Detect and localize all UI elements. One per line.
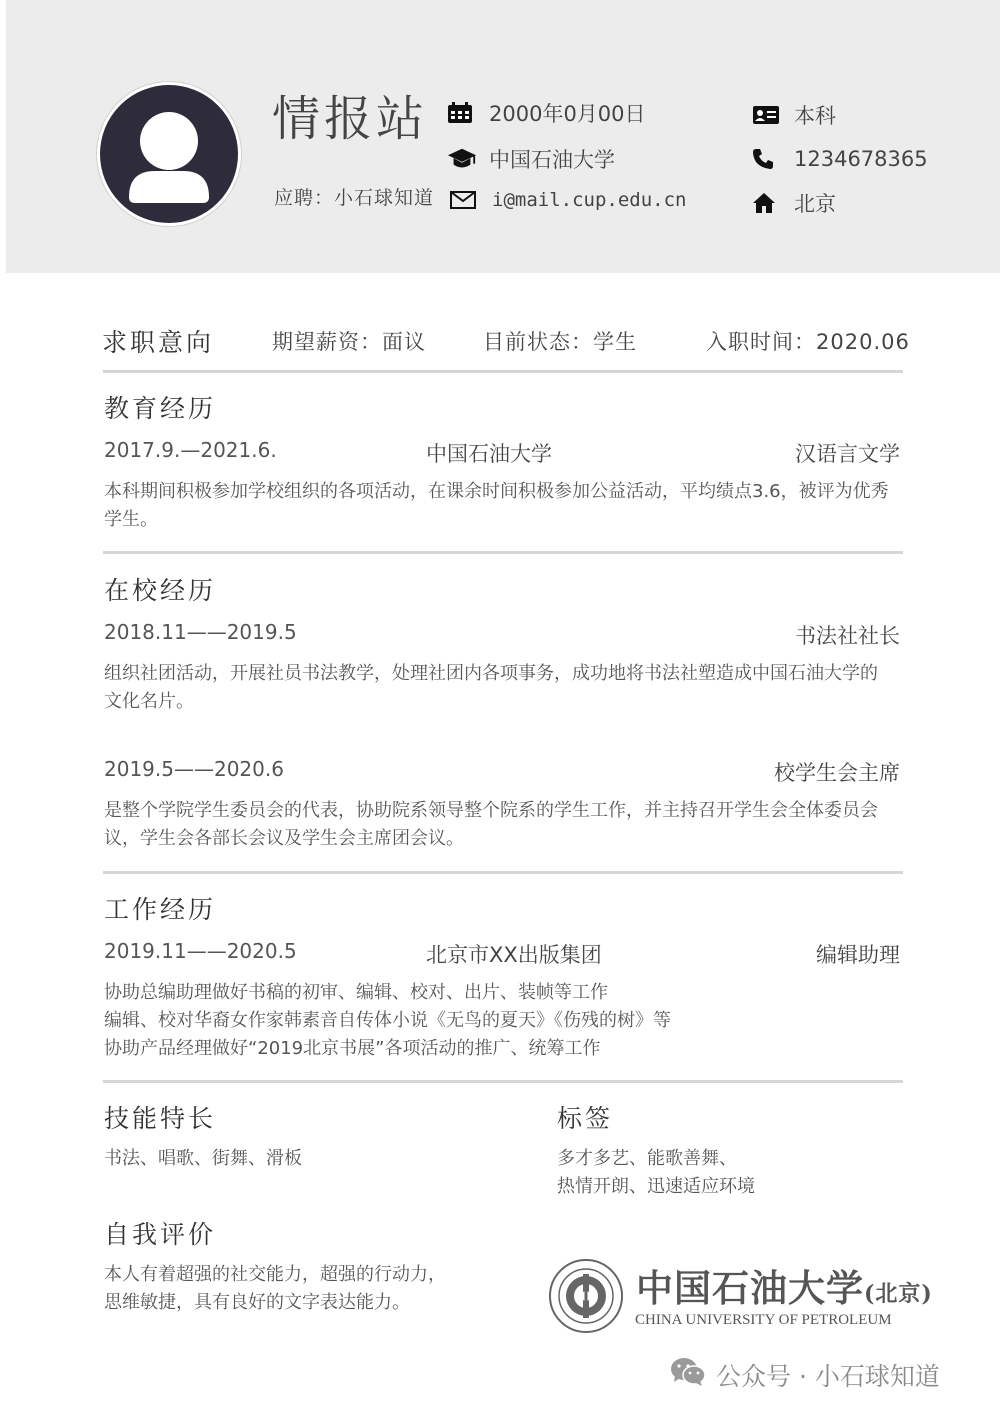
tags-line: 热情开朗、迅速适应环境 [557, 1176, 755, 1197]
email-info [450, 187, 686, 213]
campus-row [104, 620, 900, 650]
work-line: 协助产品经理做好“2019北京书展”各项活动的推广、统筹工作 [104, 1038, 601, 1059]
education-title: 教育经历 [104, 394, 217, 423]
work-date: 2019.11——2020.5 [104, 939, 297, 963]
campus-role: 书法社社长 [795, 624, 900, 648]
watermark [670, 1357, 940, 1393]
skills-text: 书法、唱歌、街舞、滑板 [104, 1148, 302, 1169]
calendar-icon [447, 100, 477, 126]
work-company: 北京市XX出版集团 [426, 943, 602, 967]
self-evaluation-line: 思维敏捷，具有良好的文字表达能力。 [104, 1292, 410, 1313]
school-name: 中国石油大学 [489, 148, 615, 172]
university-name-cn: 中国石油大学(北京) [636, 1266, 933, 1310]
work-title: 工作经历 [104, 895, 217, 924]
section-divider [103, 551, 903, 554]
work-line: 协助总编助理做好书稿的初审、编辑、校对、出片、装帧等工作 [104, 982, 608, 1003]
expected-salary: 期望薪资：面议 [272, 330, 426, 354]
university-logo [548, 1256, 933, 1336]
location: 北京 [794, 192, 836, 216]
campus-row [104, 757, 900, 787]
education-description: 本科期间积极参加学校组织的各项活动，在课余时间积极参加公益活动，平均绩点3.6，被评为优秀学生。 [104, 481, 889, 530]
education-school: 中国石油大学 [426, 442, 552, 466]
education-major: 汉语言文学 [795, 442, 900, 466]
watermark-text: 公众号 · 小石球知道 [716, 1362, 940, 1391]
campus-date: 2019.5——2020.6 [104, 757, 284, 781]
self-evaluation-title: 自我评价 [104, 1220, 217, 1249]
wechat-icon [670, 1357, 706, 1393]
campus-title: 在校经历 [104, 576, 217, 605]
current-status: 目前状态：学生 [483, 330, 637, 354]
university-seal-icon [548, 1258, 624, 1334]
candidate-name: 情报站 [272, 91, 429, 147]
campus-date: 2018.11——2019.5 [104, 620, 297, 644]
mail-icon [450, 187, 480, 213]
education-row [104, 438, 900, 468]
email-address[interactable]: i@mail.cup.edu.cn [492, 189, 687, 211]
location-info [752, 188, 836, 218]
birth-date: 2000年0月00日 [489, 102, 646, 126]
section-divider [103, 370, 903, 373]
degree-level: 本科 [794, 104, 836, 128]
degree-info [752, 100, 836, 130]
school-info [447, 144, 615, 174]
skills-title: 技能特长 [104, 1104, 217, 1133]
campus-description: 是整个学院学生委员会的代表，协助院系领导整个院系的学生工作，并主持召开学生会全体委员会议，学生会各部长会议及学生会主席团会议。 [104, 800, 878, 849]
birth-info [447, 98, 646, 128]
self-evaluation-line: 本人有着超强的社交能力，超强的行动力， [104, 1264, 446, 1285]
start-date: 入职时间：2020.06 [706, 330, 910, 354]
section-divider [103, 1080, 903, 1083]
campus-role: 校学生会主席 [774, 761, 900, 785]
applied-position: 应聘：小石球知道 [274, 187, 435, 209]
university-name-en: CHINA UNIVERSITY OF PETROLEUM [635, 1312, 892, 1328]
avatar [97, 82, 241, 226]
tags-title: 标签 [557, 1104, 614, 1133]
phone-icon [752, 146, 782, 172]
phone-number[interactable]: 1234678365 [794, 147, 928, 171]
work-position: 编辑助理 [816, 943, 900, 967]
section-divider [103, 871, 903, 874]
home-icon [752, 190, 782, 216]
work-row [104, 939, 900, 969]
id-card-icon [752, 102, 782, 128]
work-line: 编辑、校对华裔女作家韩素音自传体小说《无鸟的夏天》《伤残的树》等 [104, 1010, 671, 1031]
user-silhouette-icon [100, 85, 238, 223]
campus-description: 组织社团活动，开展社员书法教学，处理社团内各项事务，成功地将书法社塑造成中国石油大学的文化名片。 [104, 663, 878, 712]
graduation-cap-icon [447, 146, 477, 172]
phone-info [752, 146, 928, 172]
tags-line: 多才多艺、能歌善舞、 [557, 1148, 737, 1169]
education-date: 2017.9.—2021.6. [104, 438, 277, 462]
job-preference-title: 求职意向 [102, 328, 215, 357]
